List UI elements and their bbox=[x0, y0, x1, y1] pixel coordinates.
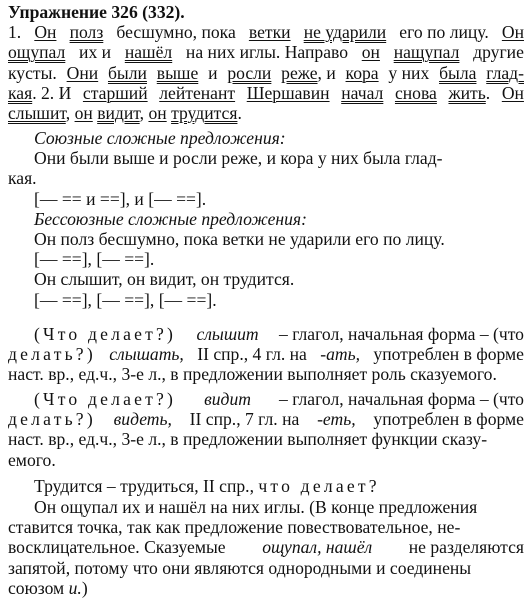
subject-word: лейтенант bbox=[159, 82, 236, 103]
analysis-4-line-4: запятой, потому что они являются однородными и соединены bbox=[8, 557, 472, 578]
suffix-text: -ать, bbox=[320, 344, 361, 365]
main-text-line-4 bbox=[8, 83, 524, 103]
plain-text: употреблен в форме bbox=[373, 344, 524, 365]
analyzed-word: ощупал, нашёл bbox=[262, 537, 373, 558]
subject-word: он bbox=[74, 103, 93, 124]
question-text: делать?) bbox=[8, 409, 96, 430]
predicate-word: снова bbox=[394, 82, 437, 103]
subject-word: Он bbox=[34, 22, 57, 43]
predicate-word: не ударили bbox=[303, 22, 387, 43]
analysis-4-line-1: Он ощупал их и нашёл на них иглы. (В конце предложения bbox=[34, 497, 478, 517]
predicate-word: трудится bbox=[171, 103, 238, 124]
plain-text: – глагол, начальная форма – (что bbox=[279, 389, 524, 409]
plain-text: бесшумно, пока bbox=[116, 22, 236, 43]
subject-word: Он bbox=[501, 22, 524, 43]
predicate-word: видит bbox=[97, 103, 140, 124]
subject-word: ветки bbox=[248, 22, 291, 43]
asyndetic-scheme-2: [— ==], [— ==], [— ==]. bbox=[34, 289, 217, 310]
predicate-word: слышит bbox=[8, 103, 66, 124]
analysis-2-line-3: наст. вр., ед.ч., 3-е л., в предложении выполняет функции сказу- bbox=[8, 429, 488, 450]
compound-heading: Союзные сложные предложения: bbox=[34, 128, 286, 148]
subject-word: кора bbox=[345, 62, 379, 83]
predicate-word: жить bbox=[448, 82, 486, 103]
plain-text: другие bbox=[473, 42, 524, 63]
subject-word: Они bbox=[66, 62, 99, 83]
predicate-word: полз bbox=[69, 22, 104, 43]
plain-text: ) bbox=[81, 577, 88, 598]
question-text: делать?) bbox=[8, 344, 96, 365]
predicate-word: выше bbox=[156, 62, 199, 83]
question-text: (Что делает?) bbox=[34, 389, 177, 409]
analysis-1-line-2 bbox=[8, 344, 524, 364]
predicate-word: начал bbox=[341, 82, 384, 103]
plain-text: их и bbox=[79, 42, 112, 63]
analysis-4-line-2: ставится точка, так как предложение повествовательное, не- bbox=[8, 517, 461, 538]
question-text: (Что делает?) bbox=[34, 324, 177, 344]
compound-sentence-line-2: кая. bbox=[8, 168, 37, 189]
main-text-line-1 bbox=[8, 22, 524, 42]
predicate-word: кая bbox=[8, 82, 33, 103]
plain-text: восклицательное. Сказуемые bbox=[8, 537, 226, 558]
exercise-title: Упражнение 326 (332). bbox=[8, 2, 185, 22]
plain-text: на них иглы. Направо bbox=[185, 42, 348, 63]
plain-text: . bbox=[485, 82, 491, 103]
analysis-1-line-3: наст. вр., ед.ч., 3-е л., в предложении выполняет роль сказуемого. bbox=[8, 364, 497, 385]
compound-section bbox=[8, 128, 524, 310]
analysis-4-line-3 bbox=[8, 537, 524, 557]
analyzed-word: видеть, bbox=[113, 409, 172, 430]
exercise-main-text bbox=[8, 2, 524, 123]
main-text-line-3 bbox=[8, 63, 524, 83]
analysis-paragraph-2 bbox=[8, 389, 524, 470]
analysis-paragraph-4 bbox=[8, 497, 524, 598]
subject-word: Шершавин bbox=[246, 82, 330, 103]
predicate-word: росли bbox=[227, 62, 272, 83]
predicate-word: реже bbox=[281, 62, 318, 83]
plain-text: употреблен в форме bbox=[373, 409, 524, 430]
asyndetic-sentence-1: Он полз бесшумно, пока ветки не ударили его по лицу. bbox=[34, 229, 445, 250]
question-text: что делает? bbox=[258, 476, 380, 496]
predicate-word: нащупал bbox=[393, 42, 460, 63]
analyzed-word: и. bbox=[68, 577, 82, 598]
compound-sentence-line-1: Они были выше и росли реже, и кора у них была глад- bbox=[34, 148, 443, 169]
plain-text: . 2. И bbox=[32, 82, 72, 103]
analysis-1-line-1 bbox=[8, 324, 524, 344]
sentence-number: 1. bbox=[8, 22, 22, 43]
main-text-line-5 bbox=[8, 103, 524, 123]
plain-text: II спр., 4 гл. на bbox=[197, 344, 307, 365]
plain-text: у них bbox=[388, 62, 430, 83]
main-text-line-2 bbox=[8, 42, 524, 62]
plain-text: , bbox=[139, 103, 145, 124]
plain-text: Трудится – трудиться, II спр., bbox=[34, 476, 254, 496]
plain-text: союзом bbox=[8, 577, 65, 598]
predicate-word: нашёл bbox=[124, 42, 173, 63]
plain-text: II спр., 7 гл. на bbox=[189, 409, 300, 430]
predicate-word: ощупал bbox=[8, 42, 66, 63]
analysis-2-line-1 bbox=[8, 389, 524, 409]
subject-word: он bbox=[148, 103, 167, 124]
asyndetic-scheme-1: [— ==], [— ==]. bbox=[34, 249, 155, 270]
plain-text: не разделяются bbox=[408, 537, 524, 558]
plain-text: – глагол, начальная форма – (что bbox=[279, 324, 524, 344]
analysis-paragraph-3 bbox=[8, 476, 524, 496]
plain-text: , и bbox=[317, 62, 336, 83]
plain-text: и bbox=[208, 62, 218, 83]
analysis-2-line-2 bbox=[8, 409, 524, 429]
plain-text: , bbox=[65, 103, 71, 124]
compound-scheme: [— == и ==], и [— ==]. bbox=[34, 188, 207, 209]
asyndetic-heading: Бессоюзные сложные предложения: bbox=[34, 208, 307, 229]
plain-text: кусты. bbox=[8, 62, 57, 83]
analysis-4-line-5 bbox=[8, 578, 524, 598]
subject-word: Он bbox=[501, 82, 524, 103]
predicate-word: глад- bbox=[486, 62, 524, 83]
plain-text: . bbox=[237, 103, 242, 124]
subject-word: старший bbox=[82, 82, 148, 103]
plain-text: его по лицу. bbox=[399, 22, 489, 43]
analysis-paragraph-1 bbox=[8, 324, 524, 385]
analyzed-word: видит bbox=[204, 389, 251, 409]
predicate-word: были bbox=[107, 62, 147, 83]
analysis-3-line-1 bbox=[8, 476, 524, 496]
analyzed-word: слышать, bbox=[109, 344, 184, 365]
suffix-text: -еть, bbox=[317, 409, 356, 430]
asyndetic-sentence-2: Он слышит, он видит, он трудится. bbox=[34, 269, 295, 290]
analyzed-word: слышит bbox=[196, 324, 259, 344]
predicate-word: была bbox=[439, 62, 477, 83]
subject-word: он bbox=[361, 42, 380, 63]
analysis-2-line-4: емого. bbox=[8, 449, 56, 470]
